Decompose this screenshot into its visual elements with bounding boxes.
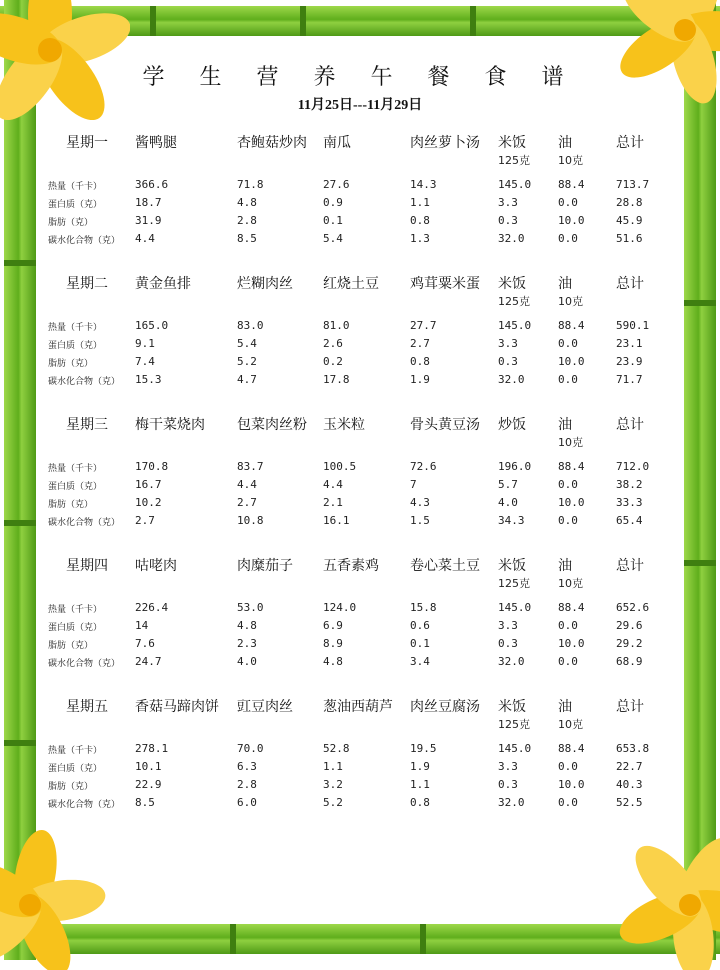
nutrient-value: 14 xyxy=(135,619,149,632)
nutrient-value: 38.2 xyxy=(616,478,643,491)
nutrient-value: 2.7 xyxy=(237,496,257,509)
nutrient-value: 14.3 xyxy=(410,178,437,191)
nutrient-value: 5.7 xyxy=(498,478,518,491)
nutrient-value: 5.4 xyxy=(323,232,343,245)
nutrient-value: 28.8 xyxy=(616,196,643,209)
bamboo-node xyxy=(230,924,236,954)
nutrient-value: 22.7 xyxy=(616,760,643,773)
nutrient-value: 16.1 xyxy=(323,514,350,527)
nutrient-value: 5.4 xyxy=(237,337,257,350)
nutrient-label: 蛋白质（克） xyxy=(48,623,103,633)
nutrient-value: 0.3 xyxy=(498,778,518,791)
nutrient-value: 10.0 xyxy=(558,355,585,368)
nutrient-value: 8.5 xyxy=(237,232,257,245)
nutrient-value: 88.4 xyxy=(558,742,585,755)
nutrient-label: 蛋白质（克） xyxy=(48,764,103,774)
day-label: 星期三 xyxy=(66,417,108,433)
nutrient-value: 19.5 xyxy=(410,742,437,755)
dish-name: 肉丝萝卜汤 xyxy=(410,135,480,151)
day-label: 星期二 xyxy=(66,276,108,292)
nutrient-value: 4.0 xyxy=(237,655,257,668)
nutrient-value: 10.1 xyxy=(135,760,162,773)
dish-name: 米饭 xyxy=(498,558,526,574)
flower-icon xyxy=(610,830,720,970)
nutrient-value: 6.9 xyxy=(323,619,343,632)
nutrient-value: 88.4 xyxy=(558,178,585,191)
nutrient-value: 6.0 xyxy=(237,796,257,809)
dish-name: 卷心菜土豆 xyxy=(410,558,480,574)
nutrient-value: 10.0 xyxy=(558,214,585,227)
dish-name: 米饭 xyxy=(498,276,526,292)
dish-name: 五香素鸡 xyxy=(323,558,379,574)
nutrient-value: 0.8 xyxy=(410,214,430,227)
nutrient-value: 652.6 xyxy=(616,601,650,614)
dish-name: 炒饭 xyxy=(498,417,526,433)
nutrient-value: 0.0 xyxy=(558,478,578,491)
date-range: 11月25日---11月29日 xyxy=(297,98,423,113)
nutrient-value: 83.7 xyxy=(237,460,264,473)
portion-size: 10克 xyxy=(558,295,583,308)
nutrient-value: 70.0 xyxy=(237,742,264,755)
dish-name: 包菜肉丝粉 xyxy=(237,417,307,433)
nutrient-value: 7.6 xyxy=(135,637,155,650)
nutrient-value: 0.8 xyxy=(410,796,430,809)
dish-name: 肉糜茄子 xyxy=(237,558,293,574)
nutrient-value: 2.6 xyxy=(323,337,343,350)
bamboo-node xyxy=(150,6,156,36)
nutrient-value: 4.3 xyxy=(410,496,430,509)
dish-name: 骨头黄豆汤 xyxy=(410,417,480,433)
nutrient-value: 100.5 xyxy=(323,460,357,473)
bamboo-node xyxy=(420,924,426,954)
dish-name: 葱油西葫芦 xyxy=(323,699,393,715)
bamboo-node xyxy=(684,560,716,566)
nutrient-value: 0.0 xyxy=(558,232,578,245)
nutrient-value: 0.0 xyxy=(558,514,578,527)
nutrient-value: 196.0 xyxy=(498,460,532,473)
nutrient-value: 0.2 xyxy=(323,355,343,368)
nutrient-label: 碳水化合物（克） xyxy=(48,800,121,810)
nutrient-value: 45.9 xyxy=(616,214,643,227)
nutrient-value: 3.3 xyxy=(498,760,518,773)
nutrient-value: 0.6 xyxy=(410,619,430,632)
nutrient-value: 0.3 xyxy=(498,637,518,650)
nutrient-value: 4.4 xyxy=(323,478,343,491)
nutrient-label: 热量（千卡） xyxy=(48,182,103,192)
nutrient-value: 32.0 xyxy=(498,373,525,386)
nutrient-value: 71.8 xyxy=(237,178,264,191)
nutrient-value: 23.9 xyxy=(616,355,643,368)
nutrient-value: 4.8 xyxy=(237,196,257,209)
nutrient-value: 88.4 xyxy=(558,460,585,473)
dish-name: 油 xyxy=(558,417,572,433)
nutrient-value: 1.9 xyxy=(410,760,430,773)
nutrient-value: 10.0 xyxy=(558,496,585,509)
nutrient-value: 88.4 xyxy=(558,319,585,332)
nutrient-value: 0.0 xyxy=(558,337,578,350)
nutrient-value: 165.0 xyxy=(135,319,169,332)
nutrient-value: 18.7 xyxy=(135,196,162,209)
nutrient-value: 0.1 xyxy=(410,637,430,650)
nutrient-value: 15.8 xyxy=(410,601,437,614)
nutrient-value: 2.3 xyxy=(237,637,257,650)
bamboo-node xyxy=(4,740,36,746)
nutrient-value: 7 xyxy=(410,478,417,491)
nutrient-value: 4.4 xyxy=(135,232,155,245)
nutrient-value: 4.8 xyxy=(237,619,257,632)
portion-size: 10克 xyxy=(558,154,583,167)
nutrient-value: 713.7 xyxy=(616,178,650,191)
dish-name: 米饭 xyxy=(498,699,526,715)
portion-size: 125克 xyxy=(498,154,530,167)
dish-name: 南瓜 xyxy=(323,135,351,151)
nutrient-value: 71.7 xyxy=(616,373,643,386)
nutrient-value: 124.0 xyxy=(323,601,357,614)
nutrient-label: 脂肪（克） xyxy=(48,782,94,792)
nutrient-value: 34.3 xyxy=(498,514,525,527)
dish-name: 红烧土豆 xyxy=(323,276,379,292)
nutrient-value: 1.3 xyxy=(410,232,430,245)
dish-name: 黄金鱼排 xyxy=(135,276,191,292)
nutrient-value: 23.1 xyxy=(616,337,643,350)
nutrient-value: 27.6 xyxy=(323,178,350,191)
nutrient-value: 1.1 xyxy=(410,196,430,209)
portion-size: 10克 xyxy=(558,577,583,590)
nutrient-value: 3.4 xyxy=(410,655,430,668)
nutrient-value: 68.9 xyxy=(616,655,643,668)
bamboo-right xyxy=(684,0,716,960)
nutrient-value: 40.3 xyxy=(616,778,643,791)
nutrient-value: 170.8 xyxy=(135,460,169,473)
nutrient-value: 53.0 xyxy=(237,601,264,614)
nutrient-value: 278.1 xyxy=(135,742,169,755)
nutrient-value: 3.3 xyxy=(498,619,518,632)
dish-name: 杏鲍菇炒肉 xyxy=(237,135,307,151)
nutrient-label: 热量（千卡） xyxy=(48,746,103,756)
nutrient-value: 590.1 xyxy=(616,319,650,332)
nutrient-value: 0.0 xyxy=(558,619,578,632)
nutrient-value: 1.1 xyxy=(410,778,430,791)
nutrient-value: 81.0 xyxy=(323,319,350,332)
day-label: 星期一 xyxy=(66,135,108,151)
nutrient-label: 热量（千卡） xyxy=(48,464,103,474)
nutrient-label: 碳水化合物（克） xyxy=(48,659,121,669)
nutrient-value: 32.0 xyxy=(498,655,525,668)
nutrient-value: 24.7 xyxy=(135,655,162,668)
dish-name: 总计 xyxy=(616,699,644,715)
dish-name: 总计 xyxy=(616,417,644,433)
nutrient-value: 1.9 xyxy=(410,373,430,386)
nutrient-value: 2.7 xyxy=(410,337,430,350)
nutrient-value: 653.8 xyxy=(616,742,650,755)
portion-size: 125克 xyxy=(498,718,530,731)
portion-size: 10克 xyxy=(558,436,583,449)
nutrient-value: 31.9 xyxy=(135,214,162,227)
nutrient-value: 5.2 xyxy=(323,796,343,809)
nutrient-value: 65.4 xyxy=(616,514,643,527)
dish-name: 油 xyxy=(558,558,572,574)
nutrient-label: 蛋白质（克） xyxy=(48,482,103,492)
nutrient-value: 226.4 xyxy=(135,601,169,614)
nutrient-label: 热量（千卡） xyxy=(48,323,103,333)
nutrient-value: 0.0 xyxy=(558,196,578,209)
nutrient-value: 0.3 xyxy=(498,355,518,368)
nutrient-label: 脂肪（克） xyxy=(48,218,94,228)
nutrient-value: 7.4 xyxy=(135,355,155,368)
dish-name: 香菇马蹄肉饼 xyxy=(135,699,219,715)
nutrient-value: 10.8 xyxy=(237,514,264,527)
nutrient-value: 32.0 xyxy=(498,232,525,245)
nutrient-value: 0.1 xyxy=(323,214,343,227)
dish-name: 鸡茸粟米蛋 xyxy=(410,276,480,292)
dish-name: 油 xyxy=(558,699,572,715)
nutrient-value: 29.2 xyxy=(616,637,643,650)
nutrient-value: 15.3 xyxy=(135,373,162,386)
nutrient-value: 16.7 xyxy=(135,478,162,491)
nutrient-value: 5.2 xyxy=(237,355,257,368)
nutrient-value: 4.8 xyxy=(323,655,343,668)
bamboo-node xyxy=(300,6,306,36)
nutrient-label: 脂肪（克） xyxy=(48,641,94,651)
nutrient-value: 88.4 xyxy=(558,601,585,614)
portion-size: 10克 xyxy=(558,718,583,731)
nutrient-value: 52.8 xyxy=(323,742,350,755)
nutrient-value: 0.0 xyxy=(558,760,578,773)
day-label: 星期四 xyxy=(66,558,108,574)
nutrient-value: 145.0 xyxy=(498,319,532,332)
dish-name: 肉丝豆腐汤 xyxy=(410,699,480,715)
bamboo-node xyxy=(684,300,716,306)
nutrient-value: 22.9 xyxy=(135,778,162,791)
bamboo-node xyxy=(4,520,36,526)
nutrient-value: 10.0 xyxy=(558,778,585,791)
nutrient-label: 脂肪（克） xyxy=(48,359,94,369)
nutrient-value: 3.2 xyxy=(323,778,343,791)
nutrient-value: 0.0 xyxy=(558,655,578,668)
nutrient-value: 2.8 xyxy=(237,778,257,791)
nutrient-label: 碳水化合物（克） xyxy=(48,518,121,528)
nutrient-value: 145.0 xyxy=(498,178,532,191)
dish-name: 总计 xyxy=(616,135,644,151)
nutrient-value: 366.6 xyxy=(135,178,169,191)
dish-name: 咕咾肉 xyxy=(135,558,177,574)
nutrient-value: 1.1 xyxy=(323,760,343,773)
nutrient-value: 0.9 xyxy=(323,196,343,209)
nutrient-value: 0.0 xyxy=(558,796,578,809)
dish-name: 总计 xyxy=(616,276,644,292)
dish-name: 总计 xyxy=(616,558,644,574)
nutrient-value: 145.0 xyxy=(498,601,532,614)
nutrient-value: 10.0 xyxy=(558,637,585,650)
dish-name: 油 xyxy=(558,276,572,292)
nutrient-value: 3.3 xyxy=(498,196,518,209)
nutrient-value: 2.1 xyxy=(323,496,343,509)
dish-name: 梅干菜烧肉 xyxy=(135,417,205,433)
portion-size: 125克 xyxy=(498,295,530,308)
nutrient-value: 1.5 xyxy=(410,514,430,527)
nutrient-label: 碳水化合物（克） xyxy=(48,377,121,387)
nutrient-label: 脂肪（克） xyxy=(48,500,94,510)
dish-name: 玉米粒 xyxy=(323,417,365,433)
nutrient-value: 9.1 xyxy=(135,337,155,350)
nutrient-value: 2.8 xyxy=(237,214,257,227)
nutrient-value: 8.9 xyxy=(323,637,343,650)
nutrient-value: 2.7 xyxy=(135,514,155,527)
dish-name: 豇豆肉丝 xyxy=(237,699,293,715)
page-title: 学 生 营 养 午 餐 食 谱 xyxy=(142,65,578,90)
nutrient-value: 33.3 xyxy=(616,496,643,509)
bamboo-left xyxy=(4,0,36,960)
nutrient-value: 0.3 xyxy=(498,214,518,227)
portion-size: 125克 xyxy=(498,577,530,590)
bamboo-node xyxy=(4,260,36,266)
nutrient-value: 32.0 xyxy=(498,796,525,809)
nutrient-value: 4.7 xyxy=(237,373,257,386)
dish-name: 烂糊肉丝 xyxy=(237,276,293,292)
nutrient-label: 碳水化合物（克） xyxy=(48,236,121,246)
nutrient-value: 8.5 xyxy=(135,796,155,809)
dish-name: 油 xyxy=(558,135,572,151)
nutrient-value: 4.4 xyxy=(237,478,257,491)
nutrient-value: 145.0 xyxy=(498,742,532,755)
nutrient-label: 蛋白质（克） xyxy=(48,200,103,210)
nutrient-value: 3.3 xyxy=(498,337,518,350)
nutrient-label: 蛋白质（克） xyxy=(48,341,103,351)
nutrient-value: 0.8 xyxy=(410,355,430,368)
nutrient-value: 29.6 xyxy=(616,619,643,632)
nutrient-value: 83.0 xyxy=(237,319,264,332)
nutrient-value: 27.7 xyxy=(410,319,437,332)
nutrient-value: 72.6 xyxy=(410,460,437,473)
dish-name: 米饭 xyxy=(498,135,526,151)
nutrient-value: 0.0 xyxy=(558,373,578,386)
nutrient-value: 51.6 xyxy=(616,232,643,245)
nutrient-value: 712.0 xyxy=(616,460,650,473)
nutrient-value: 4.0 xyxy=(498,496,518,509)
day-label: 星期五 xyxy=(66,699,108,715)
dish-name: 酱鸭腿 xyxy=(135,135,177,151)
nutrient-value: 17.8 xyxy=(323,373,350,386)
nutrient-value: 52.5 xyxy=(616,796,643,809)
flower-icon xyxy=(0,830,110,970)
nutrient-label: 热量（千卡） xyxy=(48,605,103,615)
nutrient-value: 6.3 xyxy=(237,760,257,773)
nutrient-value: 10.2 xyxy=(135,496,162,509)
bamboo-node xyxy=(470,6,476,36)
